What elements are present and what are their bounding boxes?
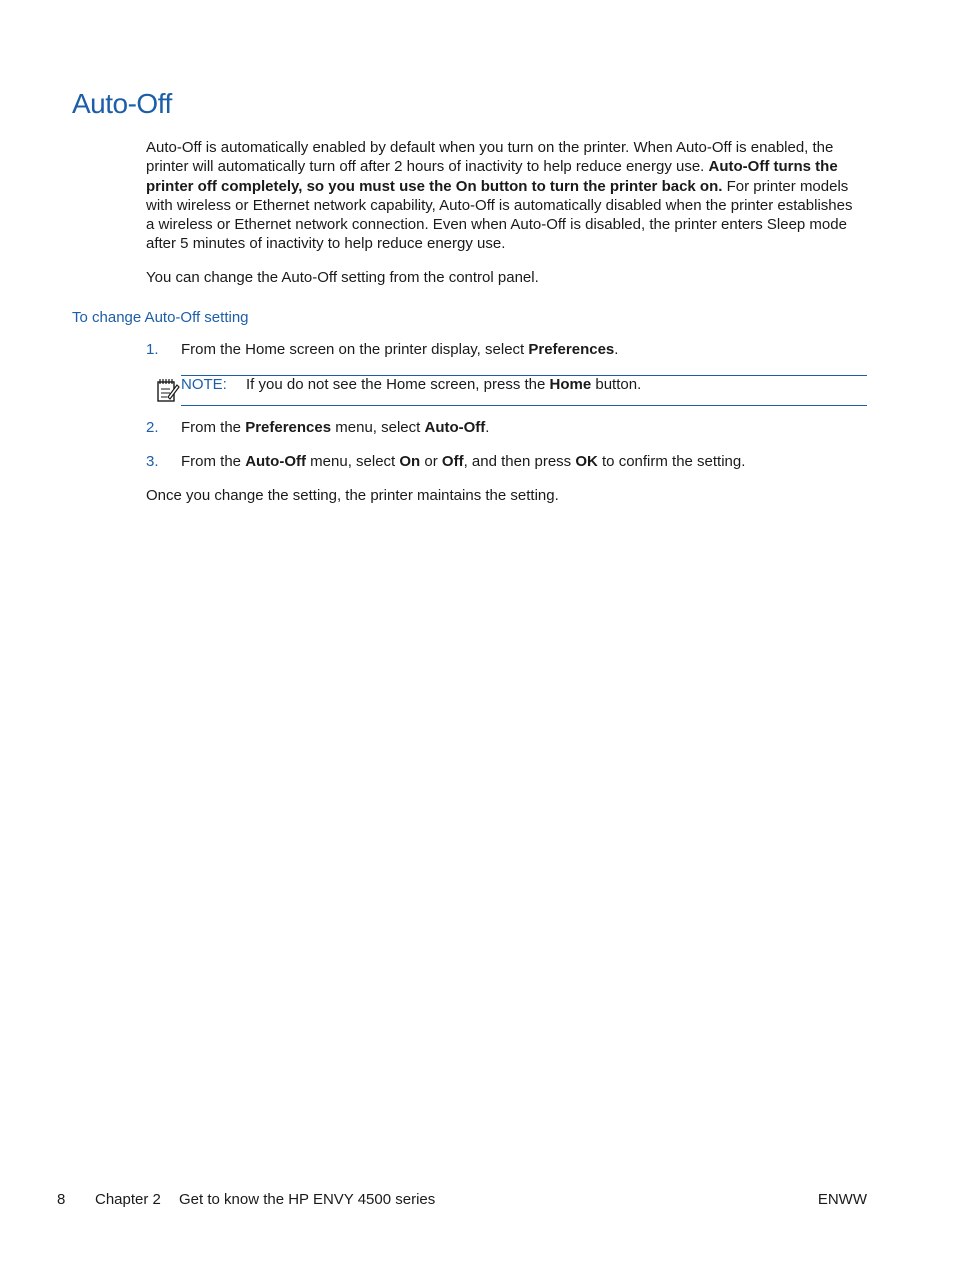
footer-doc-code: ENWW	[817, 1191, 867, 1208]
footer-chapter-title: Get to know the HP ENVY 4500 series	[179, 1191, 436, 1208]
page-title: Auto-Off	[72, 88, 172, 119]
intro-bold-text: Auto-Off turns the printer off completely, so you must use the On button to turn the printer back on.	[146, 158, 838, 195]
step-number: 2.	[146, 419, 159, 436]
note-text-part: If you do not see the Home screen, press the	[246, 376, 550, 393]
note-label: NOTE:	[181, 376, 227, 393]
step-text-part: .	[614, 341, 619, 358]
step-text-part: From the Home screen on the printer display, select	[181, 341, 529, 358]
step-text-part: , and then press	[463, 453, 576, 470]
step-text	[181, 418, 489, 437]
step-bold-part: Off	[441, 453, 464, 470]
step-text-part: .	[485, 419, 490, 436]
intro-paragraph	[146, 138, 862, 254]
footer-chapter: Chapter 2	[95, 1191, 161, 1208]
step-text-part: or	[420, 453, 442, 470]
step-text-part: From the	[181, 453, 246, 470]
change-setting-paragraph: You can change the Auto-Off setting from the control panel.	[146, 269, 539, 286]
step-text-part: menu, select	[306, 453, 400, 470]
step-number: 1.	[146, 341, 159, 358]
step-bold-part: OK	[575, 453, 598, 470]
step-bold-part: Preferences	[528, 341, 615, 358]
closing-paragraph: Once you change the setting, the printer maintains the setting.	[146, 487, 559, 504]
note-text-part: button.	[591, 376, 642, 393]
step-text-part: menu, select	[331, 419, 425, 436]
step-text	[181, 452, 745, 471]
step-bold-part: On	[399, 453, 421, 470]
step-text	[181, 340, 618, 359]
intro-text-2: For printer models with wireless or Ethernet network capability, Auto-Off is automatically disabled when the printer establishes a wireless or Ethernet network connection. Even when Auto-Off is disabled, the printer enters Sleep mode after 5 minutes of inactivity to help reduce energy use.	[146, 177, 853, 253]
step-text-part: to confirm the setting.	[597, 453, 746, 470]
step-number: 3.	[146, 453, 159, 470]
note-box	[181, 375, 867, 406]
step-bold-part: Preferences	[245, 419, 332, 436]
step-bold-part: Auto-Off	[424, 419, 486, 436]
note-pad-icon	[156, 377, 180, 403]
step-bold-part: Auto-Off	[245, 453, 306, 470]
page-number: 8	[57, 1191, 66, 1208]
note-bold-part: Home	[549, 376, 592, 393]
procedure-heading: To change Auto-Off setting	[72, 309, 249, 326]
note-text	[246, 376, 641, 393]
step-text-part: From the	[181, 419, 246, 436]
intro-text-1: Auto-Off is automatically enabled by default when you turn on the printer. When Auto-Off is enabled, the printer will automatically turn off after 2 hours of inactivity to help reduce energy use.	[146, 139, 834, 176]
